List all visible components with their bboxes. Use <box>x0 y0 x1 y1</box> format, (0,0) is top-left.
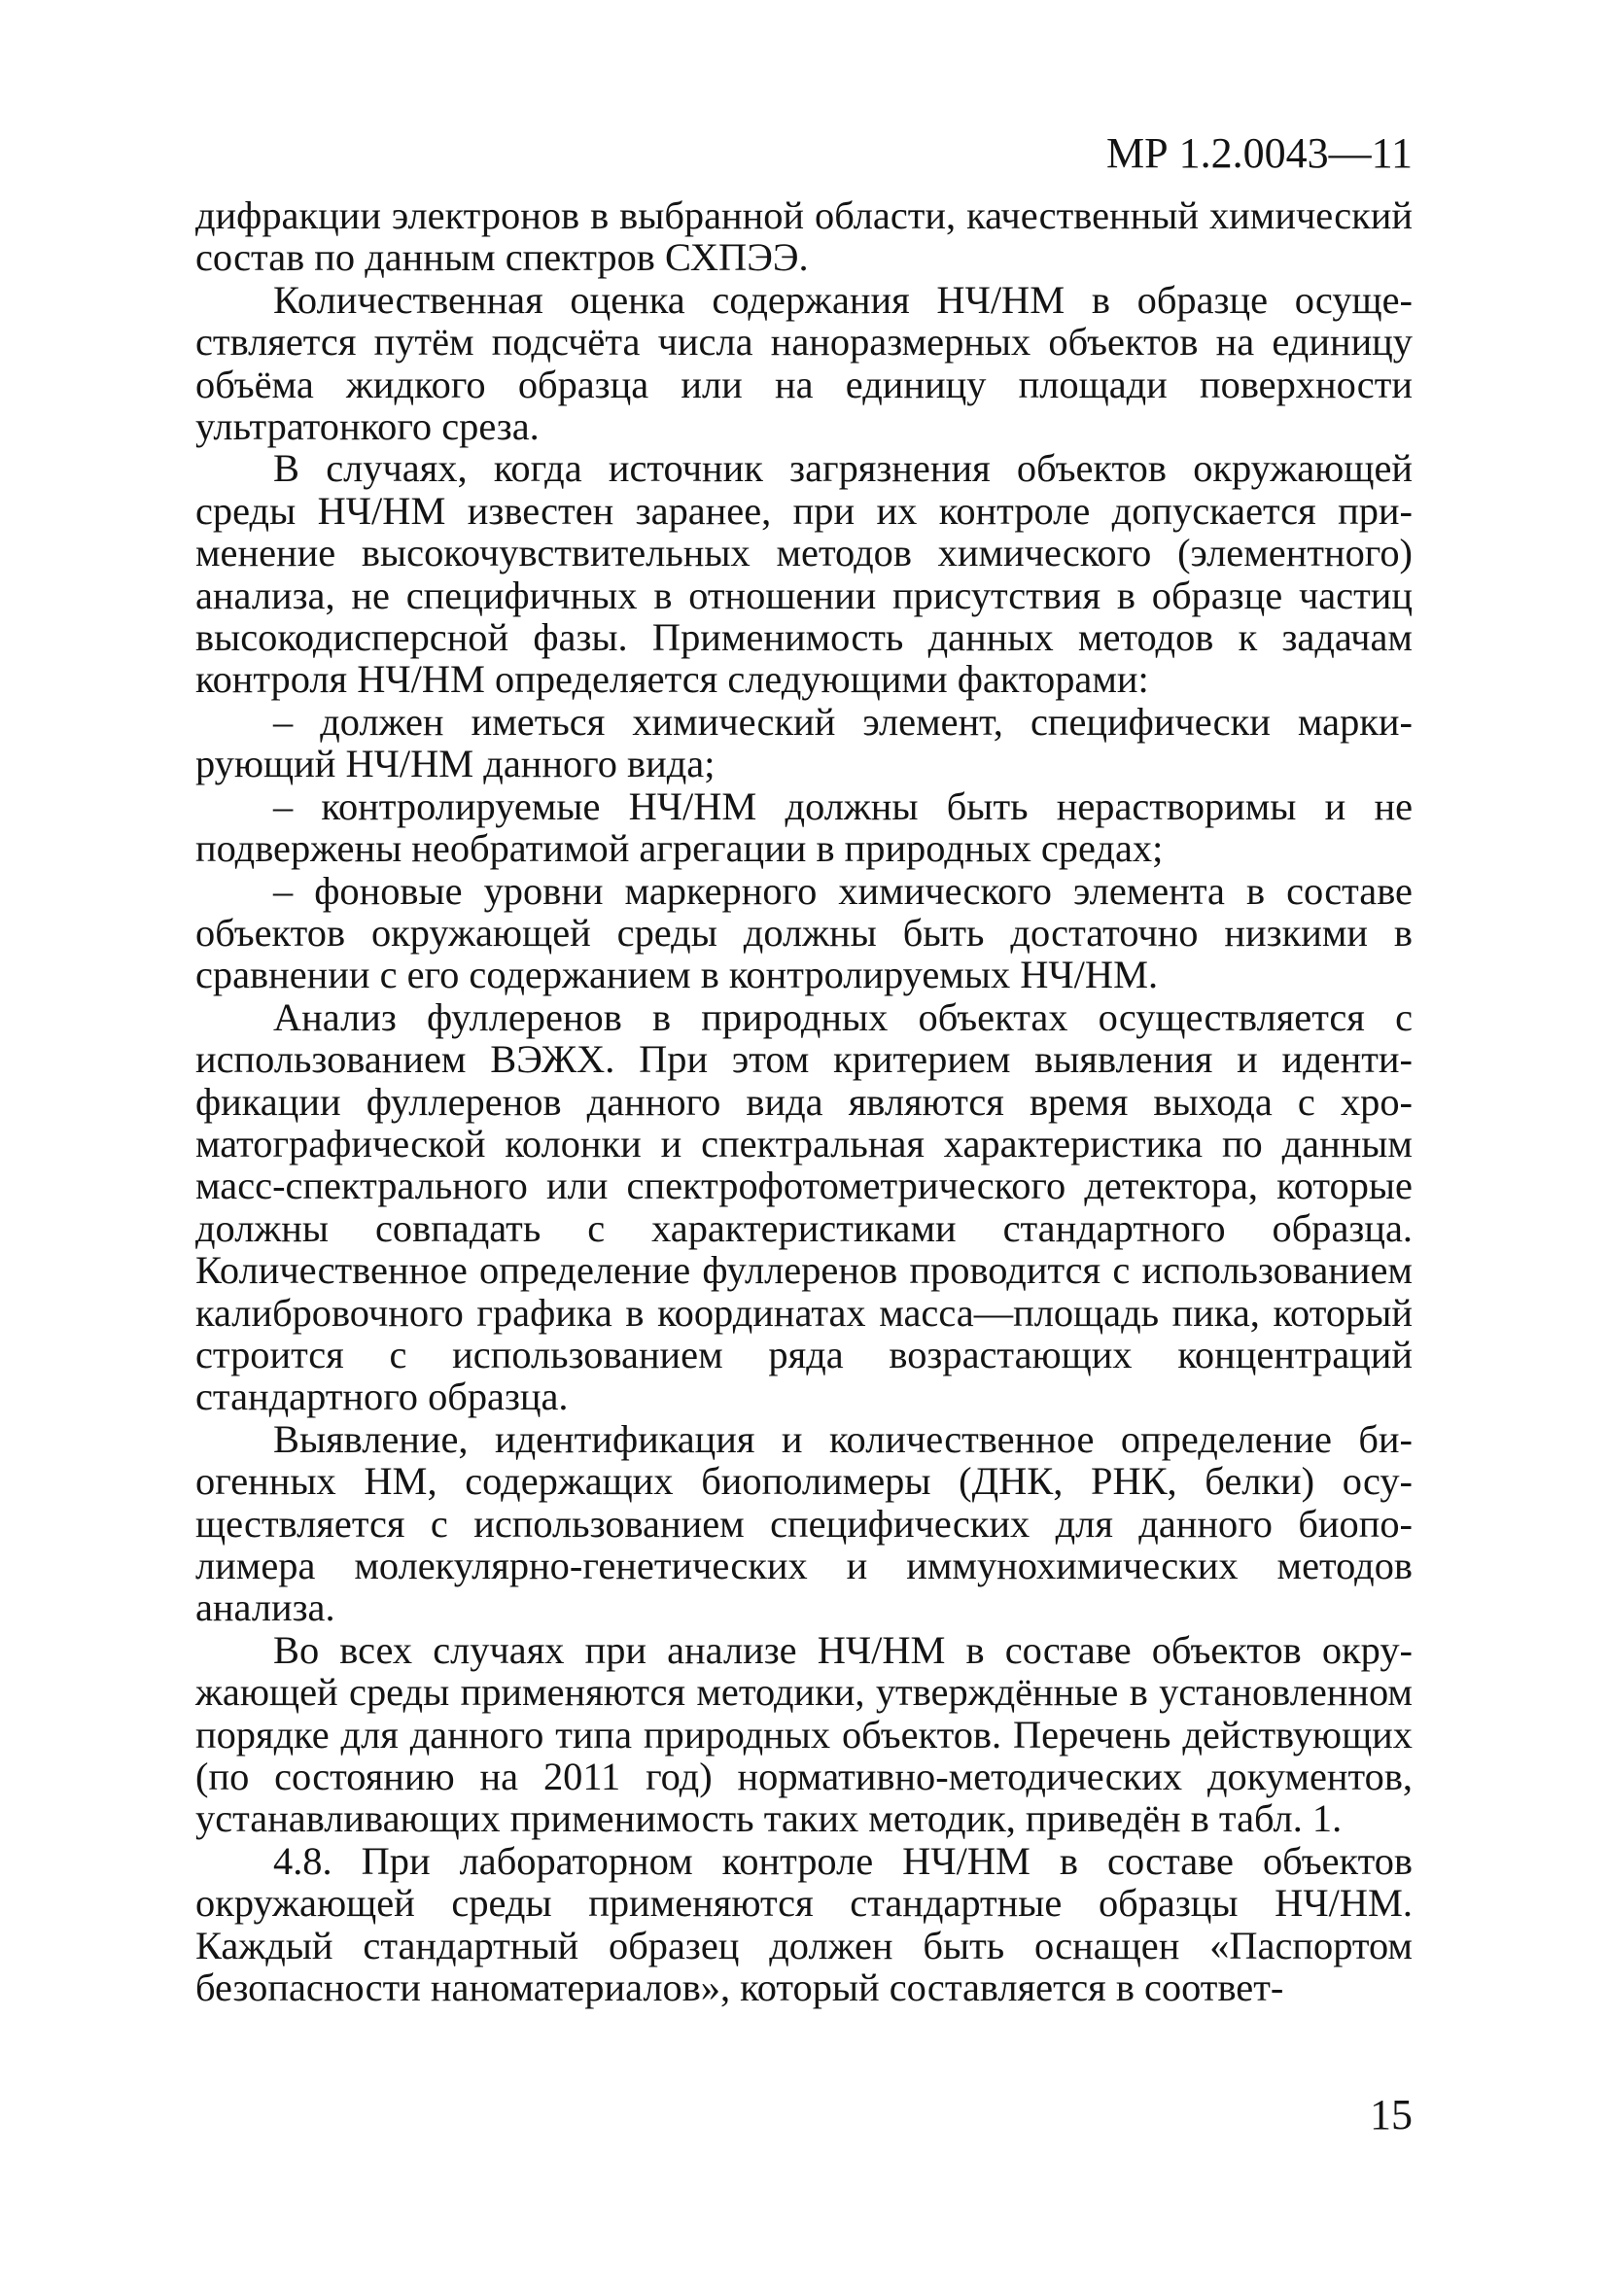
list-item-marker-element: – должен иметься химический элемент, специфически маркирующий НЧ/НМ данного вида; <box>195 699 1413 786</box>
paragraph-quantitative-assessment: Количественная оценка содержания НЧ/НМ в образце осуществляется путём подсчёта числа наноразмерных объектов на единицу объёма жидкого образца или на единицу площади поверхности ультратонкого среза. <box>195 277 1413 449</box>
body-text <box>195 194 1413 2008</box>
document-page <box>195 128 1413 2008</box>
list-item-background-levels: – фоновые уровни маркерного химического элемента в составе объектов окружающей среды должны быть достаточно низкими в сравнении с его содержанием в контролируемых НЧ/НМ. <box>195 868 1413 997</box>
paragraph-known-source: В случаях, когда источник загрязнения объектов окружающей среды НЧ/НМ известен заранее, при их контроле допускается применение высокочувствительных методов химического (элементного) анализа, не специфичных в отношении присутствия в образце частиц высокодисперсной фазы. Применимость данных методов к задачам контроля НЧ/НМ определяется следующими факторами: <box>195 446 1413 702</box>
paragraph-section-4-8: 4.8. При лабораторном контроле НЧ/НМ в составе объектов окружающей среды применяются стандартные образцы НЧ/НМ. Каждый стандартный образец должен быть оснащен «Паспортом безопасности наноматериалов», который составляется в соответ- <box>195 1838 1413 2010</box>
paragraph-biogenic: Выявление, идентификация и количественное определение биогенных НМ, содержащих биополимеры (ДНК, РНК, белки) осуществляется с использованием специфических для данного биополимера молекулярно-генетических и иммунохимических методов анализа. <box>195 1416 1413 1630</box>
paragraph-continuation: дифракции электронов в выбранной области, качественный химический состав по данным спектров СХПЭЭ. <box>195 193 1413 280</box>
paragraph-fullerenes: Анализ фуллеренов в природных объектах осуществляется с использованием ВЭЖХ. При этом критерием выявления и идентификации фуллеренов данного вида являются время выхода с хроматографической колонки и спектральная характеристика по данным масс-спектрального или спектрофотометрического детектора, которые должны совпадать с характеристиками стандартного образца. Количественное определение фуллеренов проводится с использованием калибровочного графика в координатах масса—площадь пика, который строится с использованием ряда возрастающих концентраций стандартного образца. <box>195 994 1413 1419</box>
document-code-header: МР 1.2.0043—11 <box>1106 129 1413 177</box>
paragraph-methods: Во всех случаях при анализе НЧ/НМ в составе объектов окружающей среды применяются методики, утверждённые в установленном порядке для данного типа природных объектов. Перечень действующих (по состоянию на 2011 год) нормативно-методических документов, устанавливающих применимость таких методик, приведён в табл. 1. <box>195 1627 1413 1841</box>
page-number: 15 <box>1370 2091 1413 2139</box>
list-item-insoluble: – контролируемые НЧ/НМ должны быть нерастворимы и не подвержены необратимой агрегации в природных средах; <box>195 783 1413 871</box>
